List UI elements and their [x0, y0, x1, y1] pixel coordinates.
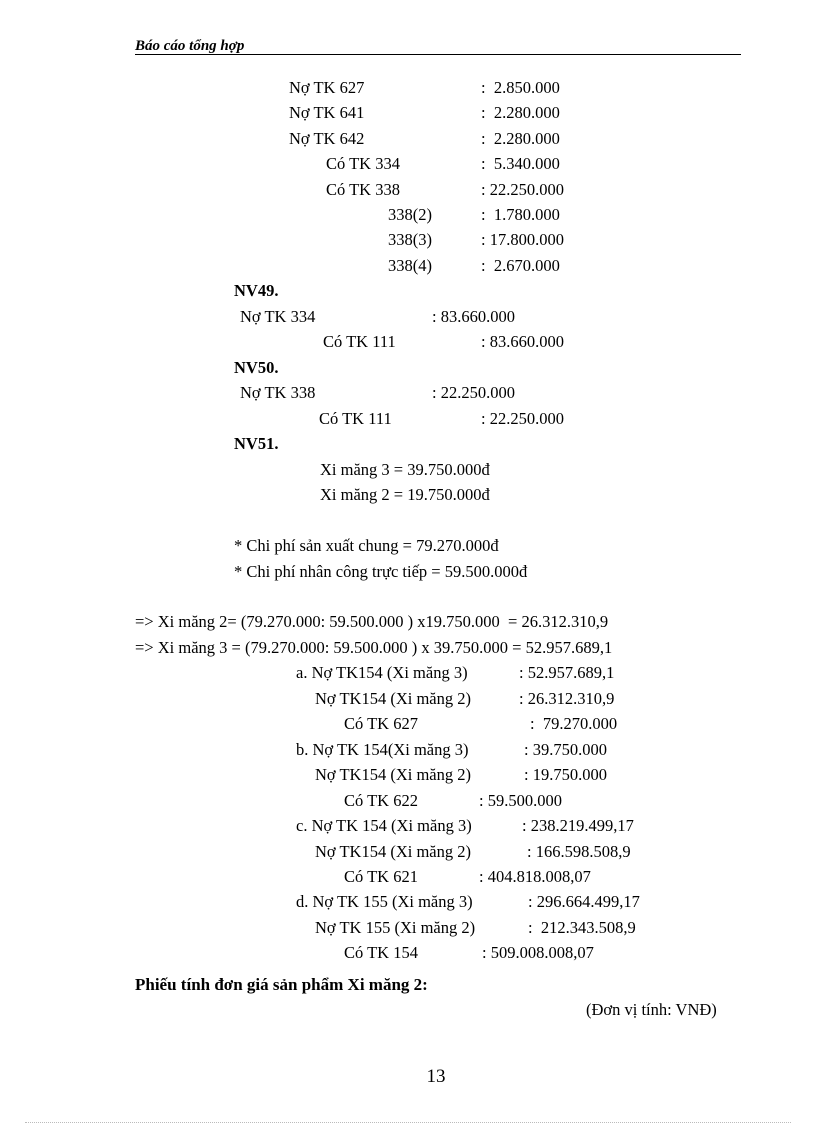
- entry-value: : 26.312.310,9: [519, 689, 615, 708]
- entry-label: 338(2): [388, 205, 432, 224]
- entry-value: : 17.800.000: [481, 230, 564, 249]
- transaction-heading: NV49.: [234, 281, 279, 300]
- section-heading: Phiếu tính đơn giá sản phẩm Xi măng 2:: [135, 975, 428, 994]
- entry-value: : 59.500.000: [479, 791, 562, 810]
- entry-value: : 22.250.000: [481, 180, 564, 199]
- entry-value: : 5.340.000: [481, 154, 560, 173]
- entry-label: Có TK 154: [344, 943, 418, 962]
- formula-line: => Xi măng 3 = (79.270.000: 59.500.000 ) x 39.750.000 = 52.957.689,1: [135, 638, 613, 657]
- entry-label: Có TK 338: [326, 180, 400, 199]
- entry-value: : 22.250.000: [432, 383, 515, 402]
- entry-value: : 166.598.508,9: [527, 842, 631, 861]
- entry-value: : 2.280.000: [481, 129, 560, 148]
- entry-value: : 22.250.000: [481, 409, 564, 428]
- entry-value: : 2.670.000: [481, 256, 560, 275]
- text-line: * Chi phí sản xuất chung = 79.270.000đ: [234, 536, 499, 555]
- entry-label: Nợ TK154 (Xi măng 2): [315, 765, 471, 784]
- entry-label: Nợ TK 627: [289, 78, 365, 97]
- entry-value: : 212.343.508,9: [528, 918, 636, 937]
- entry-label: c. Nợ TK 154 (Xi măng 3): [296, 816, 472, 835]
- entry-label: Có TK 627: [344, 714, 418, 733]
- entry-label: Nợ TK 642: [289, 129, 365, 148]
- entry-label: Nợ TK 334: [240, 307, 316, 326]
- transaction-heading: NV51.: [234, 434, 279, 453]
- entry-value: : 83.660.000: [432, 307, 515, 326]
- entry-label: Nợ TK154 (Xi măng 2): [315, 842, 471, 861]
- entry-label: Có TK 622: [344, 791, 418, 810]
- entry-value: : 83.660.000: [481, 332, 564, 351]
- entry-value: : 296.664.499,17: [528, 892, 640, 911]
- entry-label: d. Nợ TK 155 (Xi măng 3): [296, 892, 473, 911]
- header-rule: [135, 54, 741, 55]
- entry-label: Nợ TK154 (Xi măng 2): [315, 689, 471, 708]
- text-line: * Chi phí nhân công trực tiếp = 59.500.000đ: [234, 562, 528, 581]
- entry-value: : 238.219.499,17: [522, 816, 634, 835]
- entry-value: : 509.008.008,07: [482, 943, 594, 962]
- entry-label: b. Nợ TK 154(Xi măng 3): [296, 740, 469, 759]
- entry-label: 338(4): [388, 256, 432, 275]
- entry-label: Có TK 111: [319, 409, 392, 428]
- entry-label: Nợ TK 338: [240, 383, 316, 402]
- text-line: Xi măng 2 = 19.750.000đ: [320, 485, 490, 504]
- page-number: 13: [426, 1066, 446, 1087]
- entry-label: Có TK 334: [326, 154, 400, 173]
- formula-line: => Xi măng 2= (79.270.000: 59.500.000 ) x19.750.000 = 26.312.310,9: [135, 612, 609, 631]
- entry-label: Có TK 621: [344, 867, 418, 886]
- entry-value: : 52.957.689,1: [519, 663, 615, 682]
- entry-label: Nợ TK 155 (Xi măng 2): [315, 918, 476, 937]
- entry-label: 338(3): [388, 230, 432, 249]
- unit-note: (Đơn vị tính: VNĐ): [586, 1000, 717, 1019]
- entry-value: : 39.750.000: [524, 740, 607, 759]
- entry-value: : 1.780.000: [481, 205, 560, 224]
- text-line: Xi măng 3 = 39.750.000đ: [320, 460, 490, 479]
- entry-value: : 404.818.008,07: [479, 867, 591, 886]
- entry-value: : 2.280.000: [481, 103, 560, 122]
- entry-value: : 19.750.000: [524, 765, 607, 784]
- entry-label: Có TK 111: [323, 332, 396, 351]
- transaction-heading: NV50.: [234, 358, 279, 377]
- entry-value: : 2.850.000: [481, 78, 560, 97]
- entry-label: a. Nợ TK154 (Xi măng 3): [296, 663, 468, 682]
- entry-label: Nợ TK 641: [289, 103, 365, 122]
- running-header: Báo cáo tổng hợp: [135, 38, 245, 54]
- entry-value: : 79.270.000: [530, 714, 618, 733]
